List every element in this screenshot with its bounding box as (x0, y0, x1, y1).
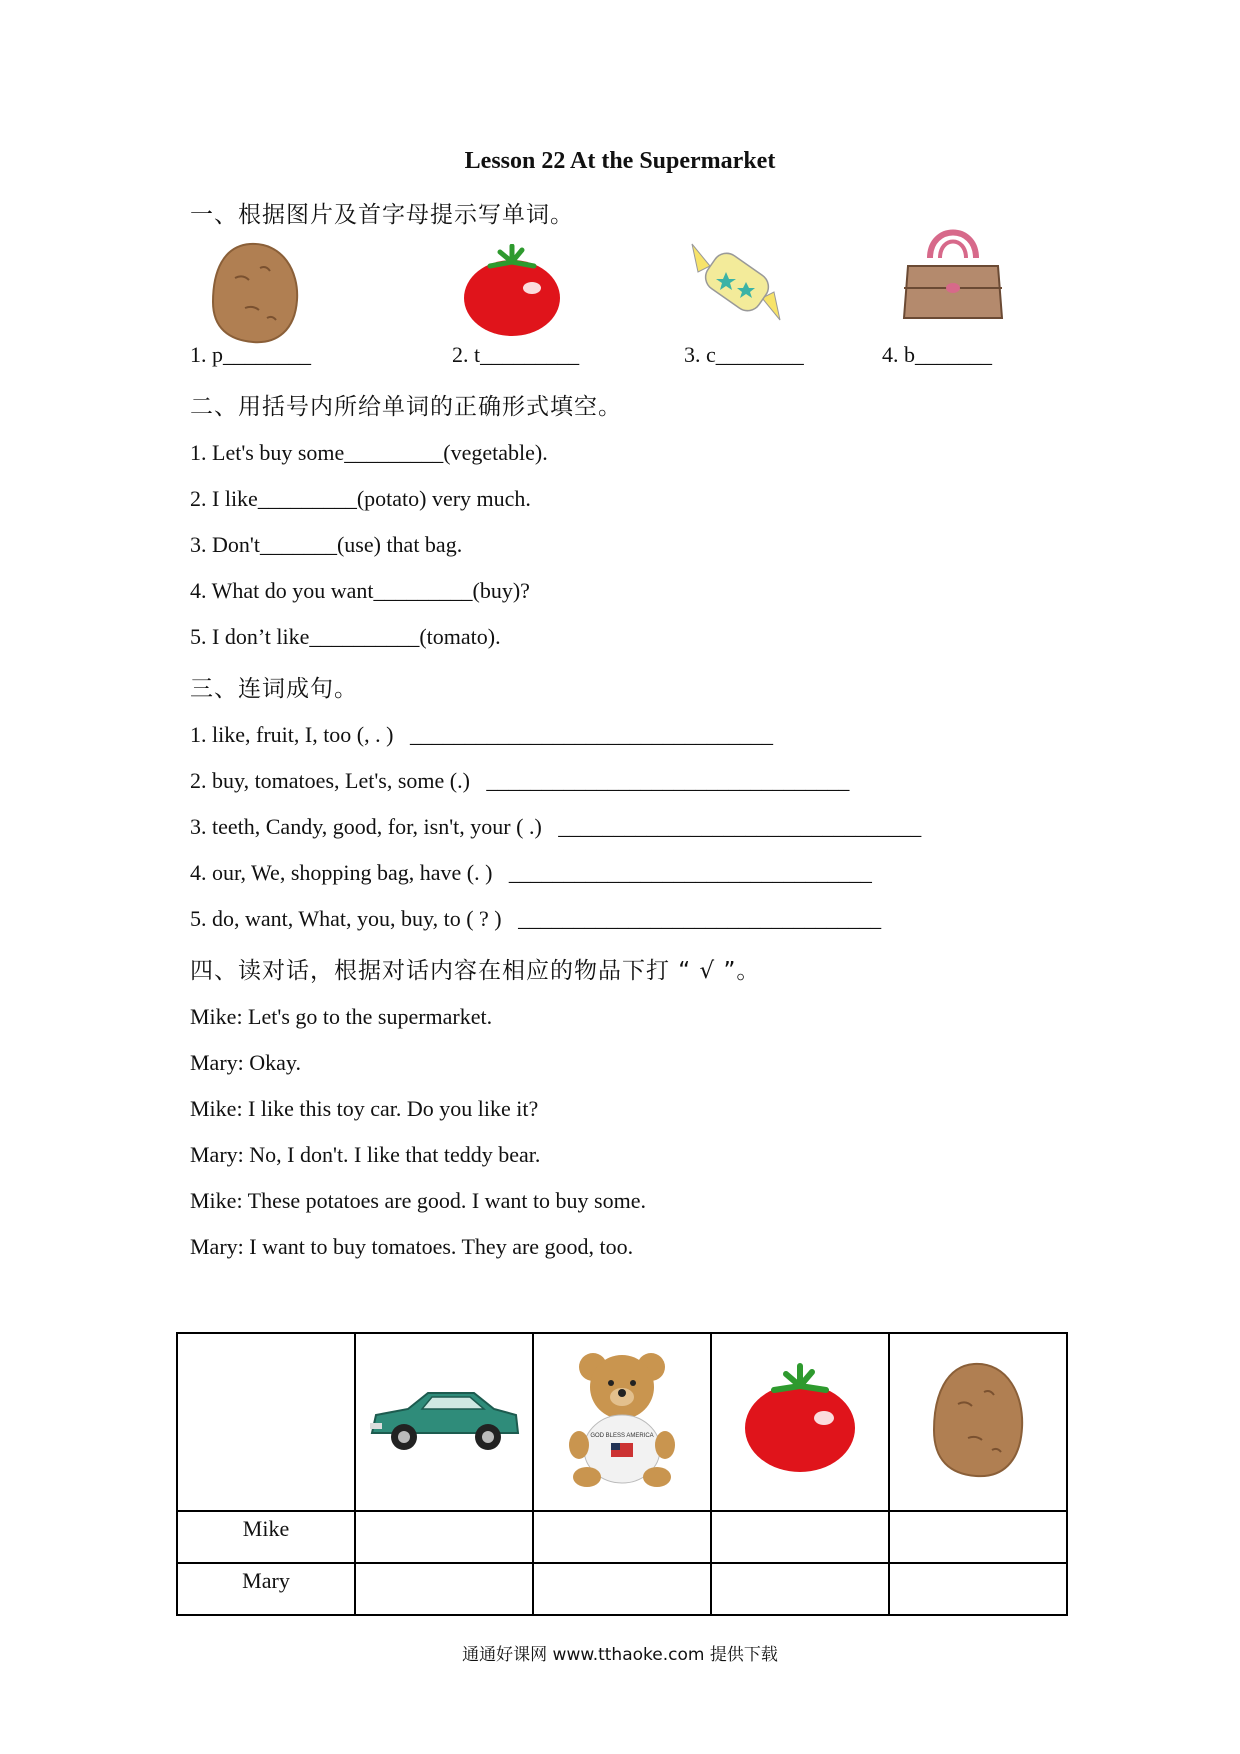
table-row-mary (177, 1563, 1067, 1615)
dialogue-line-4: Mary: No, I don't. I like that teddy bear. (190, 1142, 541, 1167)
table-cell-car (355, 1333, 533, 1511)
fill-line-3: 3. Don't_______(use) that bag. (190, 532, 463, 557)
sentence-line-3: 3. teeth, Candy, good, for, isn't, your ( .) _________________________________ (190, 814, 922, 839)
fill-line-2: 2. I like_________(potato) very much. (190, 486, 531, 511)
candy-icon (680, 232, 792, 332)
teddy-shirt-text: GOD BLESS AMERICA (590, 1432, 654, 1439)
table-cell-tomato (711, 1333, 889, 1511)
potato-icon (928, 1358, 1028, 1482)
page-title: Lesson 22 At the Supermarket (464, 148, 776, 174)
check-cell[interactable] (355, 1563, 533, 1615)
table-image-row (177, 1333, 1067, 1511)
table-cell-potato (889, 1333, 1067, 1511)
dialogue-line-5: Mike: These potatoes are good. I want to buy some. (190, 1188, 646, 1213)
section-2-heading: 二、用括号内所给单词的正确形式填空。 (190, 394, 622, 420)
sentence-line-5: 5. do, want, What, you, buy, to ( ? ) _________________________________ (190, 906, 882, 931)
check-cell[interactable] (889, 1563, 1067, 1615)
check-cell[interactable] (533, 1511, 711, 1563)
word-1-label: 1. p________ (190, 342, 311, 367)
table-row-mike (177, 1511, 1067, 1563)
sentence-line-2: 2. buy, tomatoes, Let's, some (.) _________________________________ (190, 768, 850, 793)
dialogue-line-6: Mary: I want to buy tomatoes. They are good, too. (190, 1234, 634, 1259)
section-4-heading: 四、读对话，根据对话内容在相应的物品下打 “ √ ”。 (190, 958, 761, 984)
row-label-mike: Mike (177, 1511, 355, 1563)
check-cell[interactable] (889, 1511, 1067, 1563)
answer-table (176, 1332, 1068, 1616)
fill-line-4: 4. What do you want_________(buy)? (190, 578, 530, 603)
section-1-heading: 一、根据图片及首字母提示写单词。 (190, 202, 574, 228)
word-4-label: 4. b_______ (882, 342, 992, 367)
sentence-line-1: 1. like, fruit, I, too (, . ) _________________________________ (190, 722, 773, 747)
sentence-line-4: 4. our, We, shopping bag, have (. ) _________________________________ (190, 860, 872, 885)
check-cell[interactable] (711, 1511, 889, 1563)
check-cell[interactable] (711, 1563, 889, 1615)
car-icon (366, 1375, 522, 1465)
fill-line-5: 5. I don’t like__________(tomato). (190, 624, 501, 649)
tomato-icon (740, 1362, 860, 1478)
handbag-icon (898, 218, 1008, 330)
word-2-label: 2. t_________ (452, 342, 580, 367)
teddy-bear-icon (547, 1345, 697, 1495)
dialogue-line-3: Mike: I like this toy car. Do you like it? (190, 1096, 539, 1121)
check-cell[interactable] (355, 1511, 533, 1563)
tomato-icon (460, 244, 564, 340)
fill-line-1: 1. Let's buy some_________(vegetable). (190, 440, 548, 465)
row-label-mary: Mary (177, 1563, 355, 1615)
table-corner-cell (177, 1333, 355, 1511)
check-cell[interactable] (533, 1563, 711, 1615)
dialogue-line-1: Mike: Let's go to the supermarket. (190, 1004, 493, 1029)
section-3-heading: 三、连词成句。 (190, 676, 358, 702)
dialogue-line-2: Mary: Okay. (190, 1050, 301, 1075)
word-3-label: 3. c________ (684, 342, 804, 367)
potato-icon (205, 238, 305, 348)
footer-credit: 通通好课网 www.tthaoke.com 提供下载 (462, 1645, 778, 1665)
table-cell-teddy-bear (533, 1333, 711, 1511)
